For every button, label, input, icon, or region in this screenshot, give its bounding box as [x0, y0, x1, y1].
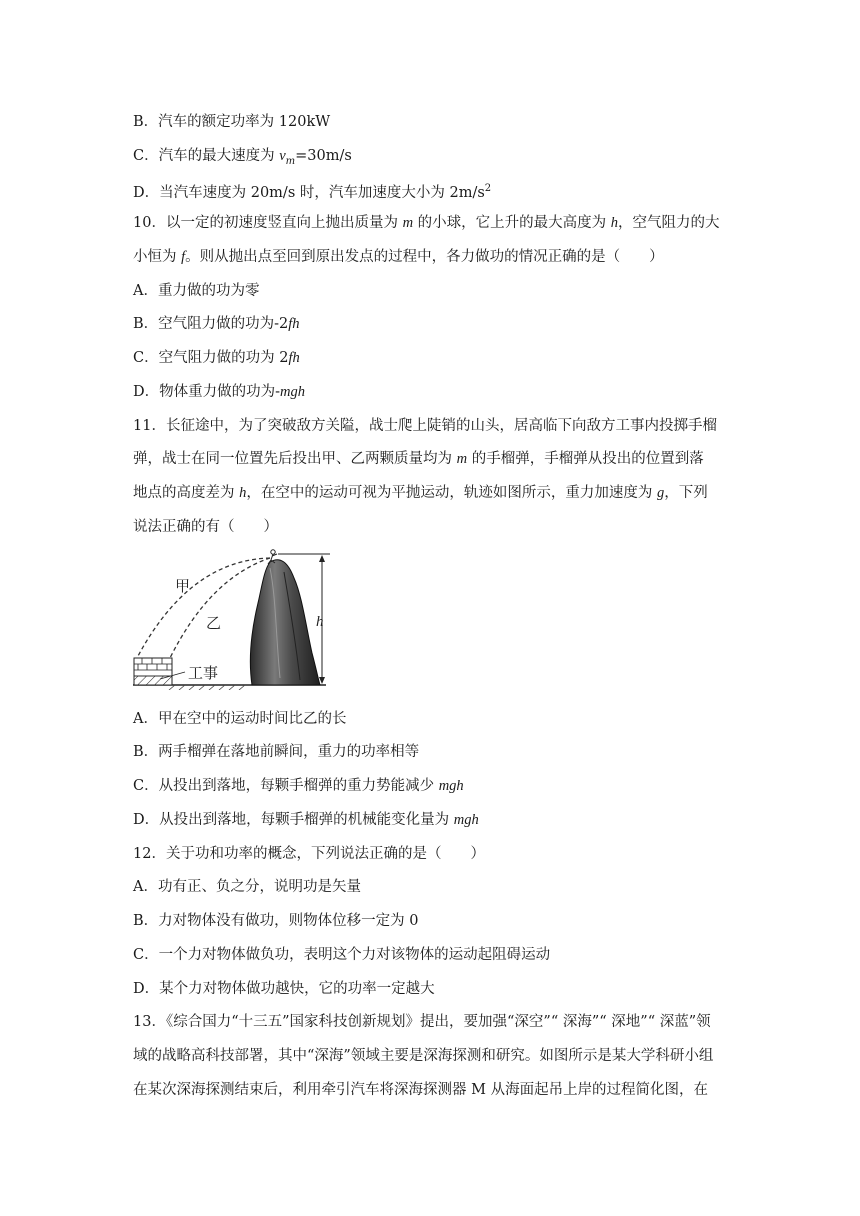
q12-stem: 12．关于功和功率的概念，下列说法正确的是（ ）: [133, 846, 485, 862]
bunker-wall: [134, 658, 172, 685]
q9-option-c: C．汽车的最大速度为 $v_m=30m/s$: [133, 148, 352, 167]
q11-option-d: D．从投出到落地，每颗手榴弹的机械能变化量为 mgh: [133, 812, 479, 828]
q12-option-a: A．功有正、负之分，说明功是矢量: [133, 879, 361, 895]
q12-option-d: D．某个力对物体做功越快，它的功率一定越大: [133, 981, 435, 997]
q11-stem-line3: 地点的高度差为 h，在空中的运动可视为平抛运动，轨迹如图所示，重力加速度为 g，下列: [133, 485, 708, 501]
q10-stem-line1: 10．以一定的初速度竖直向上抛出质量为 m 的小球，它上升的最大高度为 h，空气阻力的大: [133, 215, 720, 231]
q11-option-b: B．两手榴弹在落地前瞬间，重力的功率相等: [133, 744, 420, 760]
q11-stem-line4: 说法正确的有（ ）: [133, 519, 278, 535]
q11-stem-line1: 11．长征途中，为了突破敌方关隘，战士爬上陡销的山头，居高临下向敌方工事内投掷手榴: [133, 418, 717, 434]
label-gongshi: 工事: [188, 664, 219, 682]
q13-stem-line1: 13．《综合国力“十三五”国家科技创新规划》提出，要加强“深空”“ 深海”“ 深地”“ 深蓝”领: [133, 1014, 711, 1030]
q11-stem-line2: 弹，战士在同一位置先后投出甲、乙两颗质量均为 m 的手榴弹，手榴弹从投出的位置到落: [133, 451, 704, 467]
q10-option-c: C．空气阻力做的功为 2fh: [133, 350, 300, 366]
q12-option-b: B．力对物体没有做功，则物体位移一定为 0: [133, 913, 419, 929]
q9-option-d: D．当汽车速度为 20m/s 时，汽车加速度大小为 $2m/s^2$: [133, 183, 492, 201]
q10-stem-line2: 小恒为 f。则从抛出点至回到原出发点的过程中，各力做功的情况正确的是（ ）: [133, 249, 664, 265]
label-h: h: [316, 614, 324, 630]
q12-option-c: C．一个力对物体做负功，表明这个力对该物体的运动起阻碍运动: [133, 947, 551, 963]
label-yi: 乙: [206, 614, 222, 632]
label-jia: 甲: [175, 577, 191, 595]
ground-hatching: [169, 685, 245, 690]
q11-option-c: C．从投出到落地，每颗手榴弹的重力势能减少 mgh: [133, 778, 464, 794]
q13-stem-line2: 域的战略高科技部署，其中“深海”领域主要是深海探测和研究。如图所示是某大学科研小组: [133, 1048, 714, 1064]
trajectory-jia: [138, 558, 270, 656]
q10-option-d: D．物体重力做的功为-mgh: [133, 384, 306, 400]
q11-option-a: A．甲在空中的运动时间比乙的长: [133, 711, 347, 727]
q11-figure: [130, 548, 340, 690]
q10-option-b: B．空气阻力做的功为-2fh: [133, 316, 300, 332]
q13-stem-line3: 在某次深海探测结束后，利用牵引汽车将深海探测器 M 从海面起吊上岸的过程简化图，在: [133, 1082, 709, 1098]
q10-option-a: A．重力做的功为零: [133, 283, 260, 299]
q9-option-b: B．汽车的额定功率为 120kW: [133, 114, 331, 130]
